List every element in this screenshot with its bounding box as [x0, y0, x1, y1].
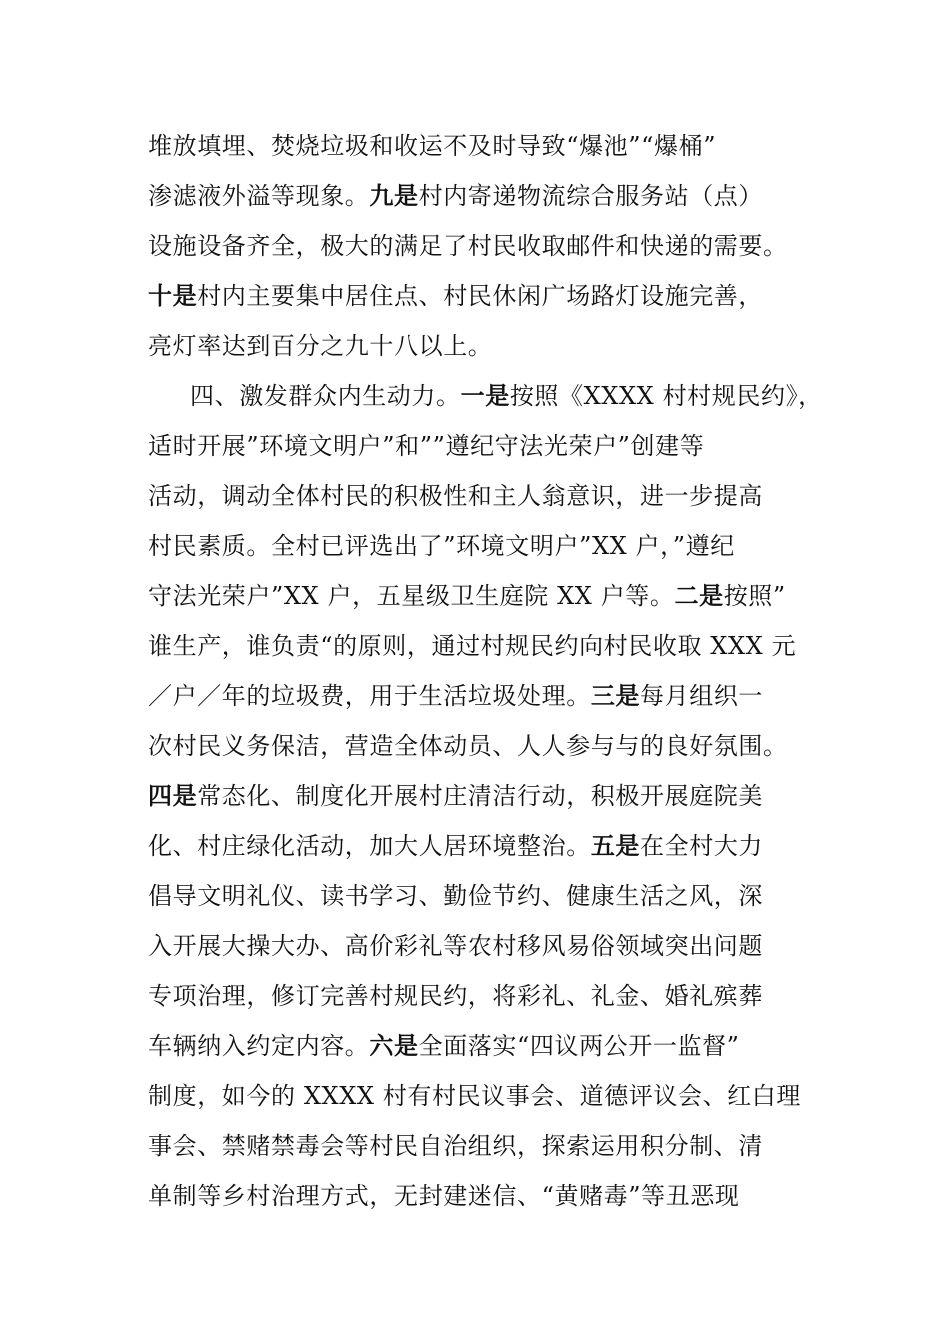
- bold-marker: 九是: [369, 182, 419, 210]
- text-line: [148, 181, 763, 211]
- bold-marker: 四是: [148, 782, 198, 810]
- section-heading: 四、激发群众内生动力。: [190, 382, 461, 410]
- text-run: 适时开展”环境文明户”和””遵纪守法光荣户”创建等: [148, 432, 705, 460]
- text-run: 入开展大操大办、高价彩礼等农村移风易俗领域突出问题: [148, 932, 763, 960]
- bold-marker: 一是: [460, 382, 510, 410]
- text-line: [148, 881, 763, 911]
- text-run: 单制等乡村治理方式，无封建迷信、“黄赌毒”等丑恶现: [148, 1182, 740, 1210]
- text-run: 事会、禁赌禁毒会等村民自治组织，探索运用积分制、清: [148, 1132, 763, 1160]
- bold-marker: 五是: [590, 832, 641, 860]
- text-line: [148, 331, 492, 361]
- text-run: 车辆纳入约定内容。: [148, 1032, 370, 1060]
- text-line: [148, 1181, 740, 1211]
- text-run: 堆放填埋、焚烧垃圾和收运不及时导致“爆池”“爆桶”: [148, 132, 717, 160]
- text-line: [148, 431, 704, 461]
- section-heading-line: [190, 381, 823, 411]
- text-run: 按照”: [723, 582, 786, 610]
- text-run: 专项治理，修订完善村规民约，将彩礼、礼金、婚礼殡葬: [148, 982, 763, 1010]
- text-line: [148, 531, 735, 561]
- text-run: 活动，调动全体村民的积极性和主人翁意识，进一步提高: [148, 482, 763, 510]
- text-run: 守法光荣户”XX 户，五星级卫生庭院 XX 户等。: [148, 582, 675, 610]
- text-run: 在全村大力: [640, 832, 764, 860]
- text-run: 化、村庄绿化活动，加大人居环境整治。: [148, 832, 591, 860]
- text-run: 每月组织一: [640, 682, 764, 710]
- text-line: [148, 731, 788, 761]
- text-line: [148, 131, 716, 161]
- text-run: 常态化、制度化开展村庄清洁行动，积极开展庭院美: [197, 782, 764, 810]
- text-run: 制度，如今的 XXXX 村有村民议事会、道德评议会、红白理: [148, 1082, 801, 1110]
- text-line: [148, 781, 763, 811]
- text-line: [148, 931, 763, 961]
- text-line: [148, 1031, 740, 1061]
- text-line: [148, 681, 763, 711]
- text-run: 谁生产，谁负责“的原则，通过村规民约向村民收取 XXX 元: [148, 632, 797, 660]
- bold-marker: 十是: [148, 282, 198, 310]
- text-line: [148, 1081, 801, 1111]
- text-run: 村内主要集中居住点、村民休闲广场路灯设施完善，: [197, 282, 764, 310]
- text-run: 亮灯率达到百分之九十八以上。: [148, 332, 493, 360]
- text-line: [148, 981, 763, 1011]
- text-line: [148, 831, 763, 861]
- text-line: [148, 581, 786, 611]
- bold-marker: 三是: [590, 682, 641, 710]
- text-run: 倡导文明礼仪、读书学习、勤俭节约、健康生活之风，深: [148, 882, 763, 910]
- text-line: [148, 631, 796, 661]
- text-line: [148, 231, 788, 261]
- text-run: 村民素质。全村已评选出了”环境文明户”XX 户，”遵纪: [148, 532, 735, 560]
- bold-marker: 六是: [369, 1032, 419, 1060]
- text-run: 渗滤液外溢等现象。: [148, 182, 370, 210]
- text-line: [148, 1131, 763, 1161]
- text-run: ／户／年的垃圾费，用于生活垃圾处理。: [148, 682, 591, 710]
- text-line: [148, 481, 763, 511]
- text-run: 村内寄递物流综合服务站（点）: [418, 182, 764, 210]
- text-run: 次村民义务保洁，营造全体动员、人人参与与的良好氛围。: [148, 732, 788, 760]
- text-line: [148, 281, 763, 311]
- text-run: 按照《XXXX 村村规民约》，: [509, 382, 823, 410]
- text-run: 全面落实“四议两公开一监督”: [418, 1032, 740, 1060]
- bold-marker: 二是: [674, 582, 724, 610]
- text-run: 设施设备齐全，极大的满足了村民收取邮件和快递的需要。: [148, 232, 788, 260]
